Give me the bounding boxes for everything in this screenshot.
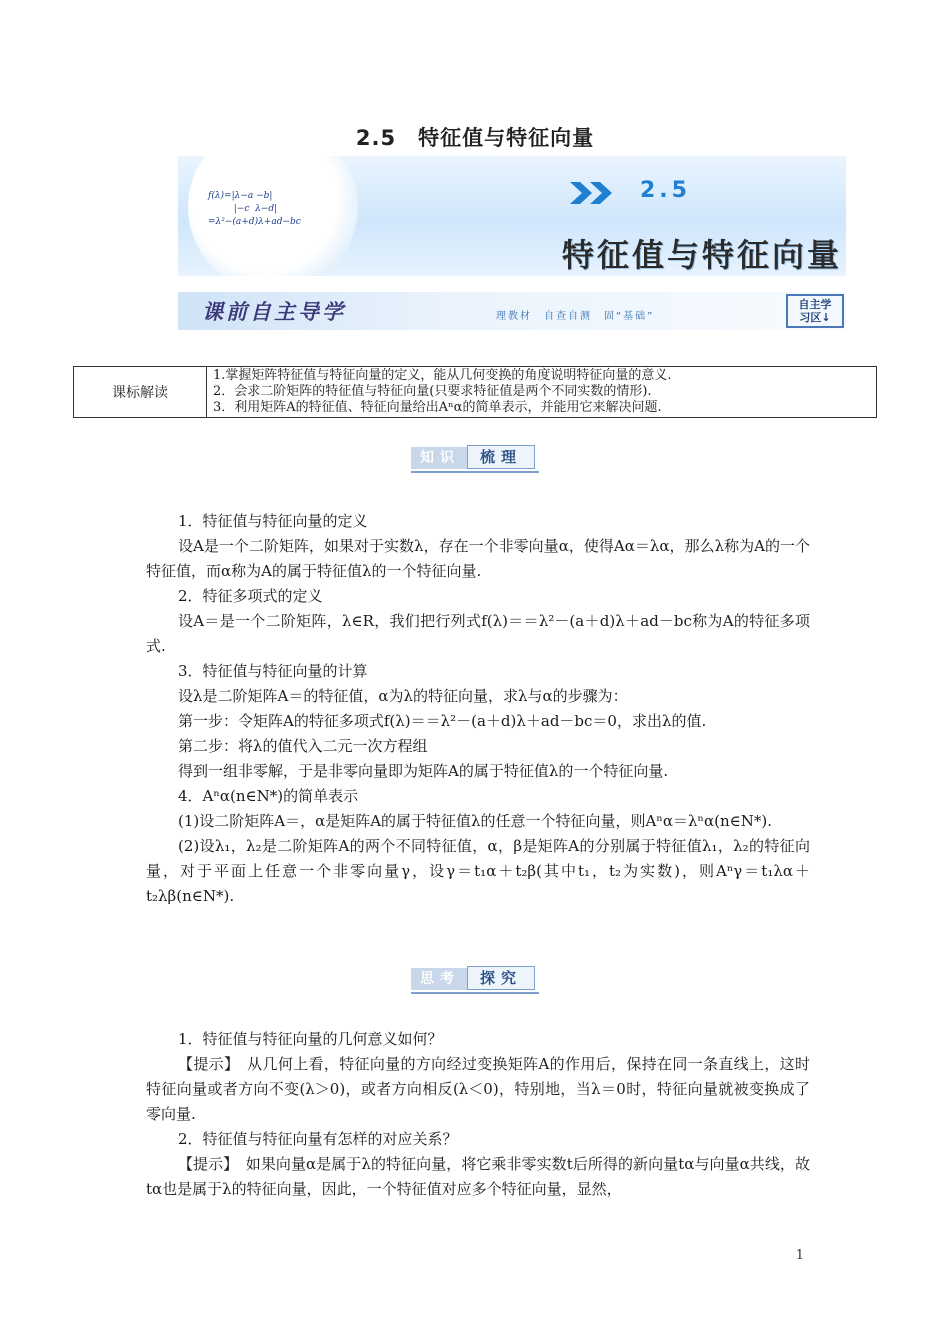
section-heading-right: 探究 [467, 966, 535, 990]
section-bar-title: 课前自主导学 [202, 300, 346, 324]
banner-number: 2.5 [640, 178, 691, 203]
banner-formula [208, 190, 301, 229]
paragraph: 得到一组非零解，于是非零向量即为矩阵A的属于特征值λ的一个特征向量. [178, 762, 669, 780]
paragraph: 【提示】 如果向量α是属于λ的特征向量，将它乘非零实数t后所得的新向量tα与向量α共线，故tα也是属于λ的特征向量，因此，一个特征值对应多个特征向量，显然， [146, 1155, 810, 1198]
paragraph: 4．Aⁿα(n∈N*)的简单表示 [178, 787, 359, 805]
formula-line: f(λ)=|λ−a −b| [208, 191, 273, 201]
section-heading-right: 梳理 [467, 445, 535, 469]
paragraph: 2．特征多项式的定义 [178, 587, 323, 605]
paragraph: 1．特征值与特征向量的定义 [178, 512, 368, 530]
divider [411, 471, 539, 473]
paragraph: 第二步：将λ的值代入二元一次方程组 [178, 737, 428, 755]
paragraph: 设A＝是一个二阶矩阵，λ∈R，我们把行列式f(λ)＝＝λ²－(a＋d)λ＋ad－bc称为A的特征多项式. [146, 612, 810, 655]
paragraph: 第一步：令矩阵A的特征多项式f(λ)＝＝λ²－(a＋d)λ＋ad－bc＝0，求出λ的值. [178, 712, 707, 730]
paragraph: (2)设λ₁，λ₂是二阶矩阵A的两个不同特征值，α，β是矩阵A的分别属于特征值λ₁，λ₂的特征向量，对于平面上任意一个非零向量γ，设γ＝t₁α＋t₂β(其中t₁，t₂为实数)，则Aⁿγ＝t₁λα＋t₂λβ(n∈N*). [146, 837, 810, 905]
double-chevron-icon [570, 182, 618, 204]
paragraph: 设A是一个二阶矩阵，如果对于实数λ，存在一个非零向量α，使得Aα＝λα，那么λ称为A的一个特征值，而α称为A的属于特征值λ的一个特征向量. [146, 537, 810, 580]
section-bar [178, 292, 846, 330]
objectives-items [207, 367, 877, 418]
formula-line: =λ²−(a+d)λ+ad−bc [208, 217, 301, 227]
page-number: 1 [795, 1248, 804, 1263]
paragraph: (1)设二阶矩阵A＝，α是矩阵A的属于特征值λ的任意一个特征向量，则Aⁿα＝λⁿα(n∈N*). [178, 812, 772, 830]
objective-item: 3．利用矩阵A的特征值、特征向量给出Aⁿα的简单表示，并能用它来解决问题. [213, 400, 662, 415]
badge-line: 自主学 [798, 298, 832, 311]
paragraph: 1．特征值与特征向量的几何意义如何？ [178, 1030, 443, 1048]
knowledge-body [146, 509, 810, 909]
objectives-table [73, 366, 877, 418]
paragraph: 设λ是二阶矩阵A＝的特征值，α为λ的特征向量，求λ与α的步骤为： [178, 687, 628, 705]
section-heading-left: 知识 [411, 447, 469, 469]
section-bar-motto: 理教材 自查自测 固“基础” [496, 311, 655, 322]
badge-line: 习区↓ [799, 311, 831, 324]
page-title: 2.5 特征值与特征向量 [355, 126, 595, 150]
divider [411, 992, 539, 994]
section-heading-left: 思考 [411, 968, 469, 990]
banner-heading: 特征值与特征向量 [561, 236, 842, 274]
paragraph: 【提示】 从几何上看，特征向量的方向经过变换矩阵A的作用后，保持在同一条直线上，这时特征向量或者方向不变(λ＞0)，或者方向相反(λ＜0)，特别地，当λ＝0时，特征向量就被变换成了零向量. [146, 1055, 810, 1123]
section-heading-inquiry [411, 966, 539, 994]
objectives-label: 课标解读 [74, 367, 207, 418]
table-row [74, 367, 877, 418]
inquiry-body [146, 1027, 810, 1202]
section-heading-knowledge [411, 445, 539, 473]
paragraph: 2．特征值与特征向量有怎样的对应关系？ [178, 1130, 458, 1148]
formula-line: |−c λ−d| [208, 204, 278, 214]
chapter-banner [178, 156, 846, 276]
objective-item: 1.掌握矩阵特征值与特征向量的定义，能从几何变换的角度说明特征向量的意义. [213, 368, 672, 383]
self-study-badge [786, 294, 844, 328]
paragraph: 3．特征值与特征向量的计算 [178, 662, 368, 680]
objective-item: 2．会求二阶矩阵的特征值与特征向量(只要求特征值是两个不同实数的情形). [213, 384, 652, 399]
